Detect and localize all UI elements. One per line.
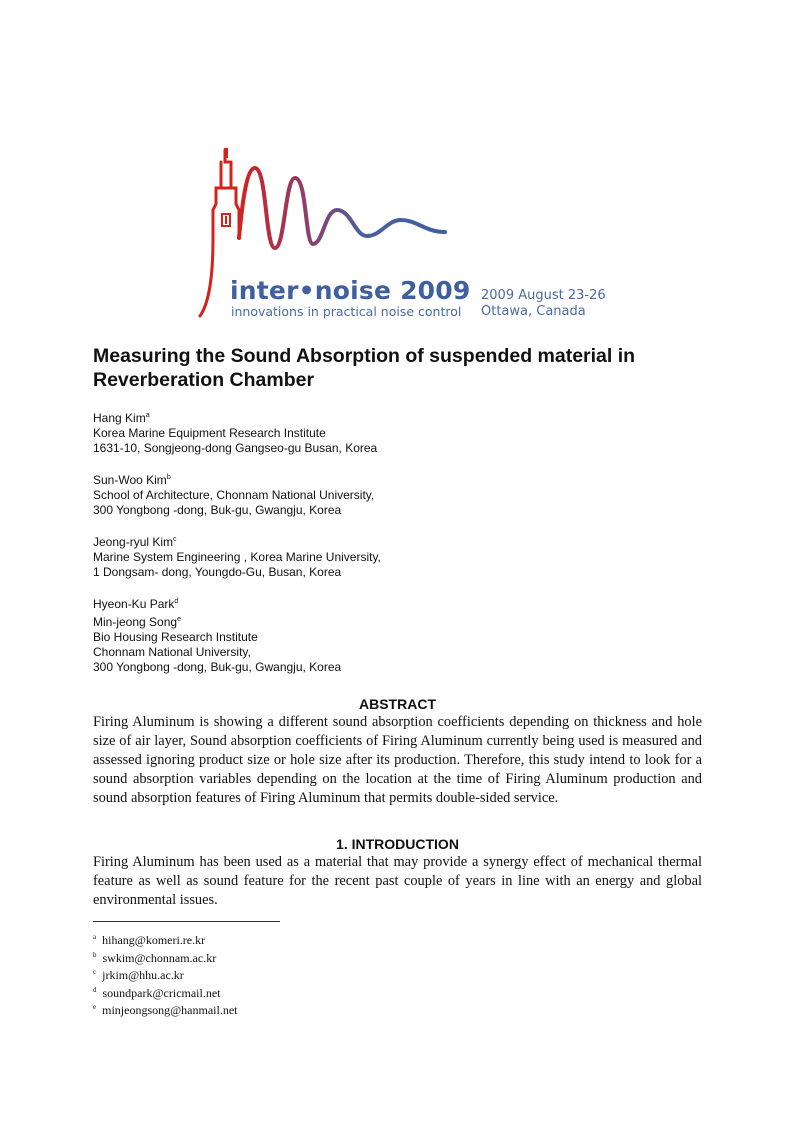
footnote-email: hihang@komeri.re.kr	[102, 933, 206, 947]
footnote	[93, 930, 237, 948]
author-block	[93, 594, 713, 675]
author-mark: b	[166, 474, 171, 481]
footnote	[93, 1000, 237, 1018]
footnote-mark: e	[93, 1003, 97, 1011]
footnote	[93, 983, 237, 1001]
abstract-text: Firing Aluminum is showing a different sound absorption coefficients depending on thickness and hole size of air layer, Sound absorption coefficients of Firing Aluminum currently being used is measured and assessed ignoring product size or hole size after its production. Therefore, this study intend to look for a sound absorption variables depending on the location at the time of Firing Aluminum production and sound absorption features of Firing Aluminum that permits double-sided service.	[93, 714, 702, 806]
author-name: Jeong-ryul Kim	[93, 535, 174, 549]
footnote-mark: d	[93, 985, 97, 994]
affiliation-line: Marine System Engineering , Korea Marine University,	[93, 550, 381, 564]
author-block	[93, 470, 713, 518]
author-name: Hyeon-Ku Park	[93, 597, 175, 611]
footnotes	[93, 930, 237, 1018]
author-name: Sun-Woo Kim	[93, 473, 167, 487]
author-mark: c	[173, 536, 177, 543]
footnote-mark: b	[93, 950, 97, 959]
conference-date: 2009 August 23-26	[481, 288, 606, 303]
footnote	[93, 965, 237, 983]
author-block	[93, 532, 713, 580]
introduction-text: Firing Aluminum has been used as a material that may provide a synergy effect of mechanical thermal feature as well as sound feature for the recent past couple of years in line with an energy and global environmental issues.	[93, 854, 702, 908]
footnote-divider	[93, 921, 280, 922]
author-name: Hang Kim	[93, 411, 146, 425]
footnote-mark: a	[93, 933, 97, 941]
author-mark: a	[145, 412, 150, 419]
logo-name: inter•noise 2009	[230, 276, 471, 305]
sound-wave-icon	[239, 168, 445, 248]
affiliation-line: Korea Marine Equipment Research Institute	[93, 426, 326, 440]
footnote-email: minjeongsong@hanmail.net	[102, 1003, 238, 1017]
author-block	[93, 408, 713, 456]
author-mark: e	[177, 616, 181, 623]
conference-logo	[195, 148, 615, 323]
affiliation-line: Chonnam National University,	[93, 645, 251, 659]
author-mark: d	[174, 598, 179, 605]
logo-tagline: innovations in practical noise control	[231, 304, 462, 319]
footnote	[93, 948, 237, 966]
affiliation-line: 1631-10, Songjeong-dong Gangseo-gu Busan, Korea	[93, 441, 378, 455]
affiliation-line: School of Architecture, Chonnam National University,	[93, 488, 375, 502]
author-list	[93, 408, 713, 689]
conference-location: Ottawa, Canada	[481, 304, 586, 319]
affiliation-line: 300 Yongbong -dong, Buk-gu, Gwangju, Korea	[93, 503, 342, 517]
affiliation-line: Bio Housing Research Institute	[93, 630, 258, 644]
footnote-email: soundpark@cricmail.net	[102, 985, 221, 1000]
footnote-email: swkim@chonnam.ac.kr	[102, 950, 217, 965]
introduction-heading: 1. INTRODUCTION	[336, 836, 459, 852]
footnote-mark: c	[93, 968, 97, 976]
abstract-heading: ABSTRACT	[359, 696, 436, 712]
affiliation-line: 1 Dongsam- dong, Youngdo-Gu, Busan, Korea	[93, 565, 342, 579]
paper-title: Measuring the Sound Absorption of suspended material in Reverberation Chamber	[93, 345, 636, 391]
footnote-email: jrkim@hhu.ac.kr	[102, 968, 184, 982]
author-name: Min-jeong Song	[93, 615, 178, 629]
affiliation-line: 300 Yongbong -dong, Buk-gu, Gwangju, Korea	[93, 660, 342, 674]
